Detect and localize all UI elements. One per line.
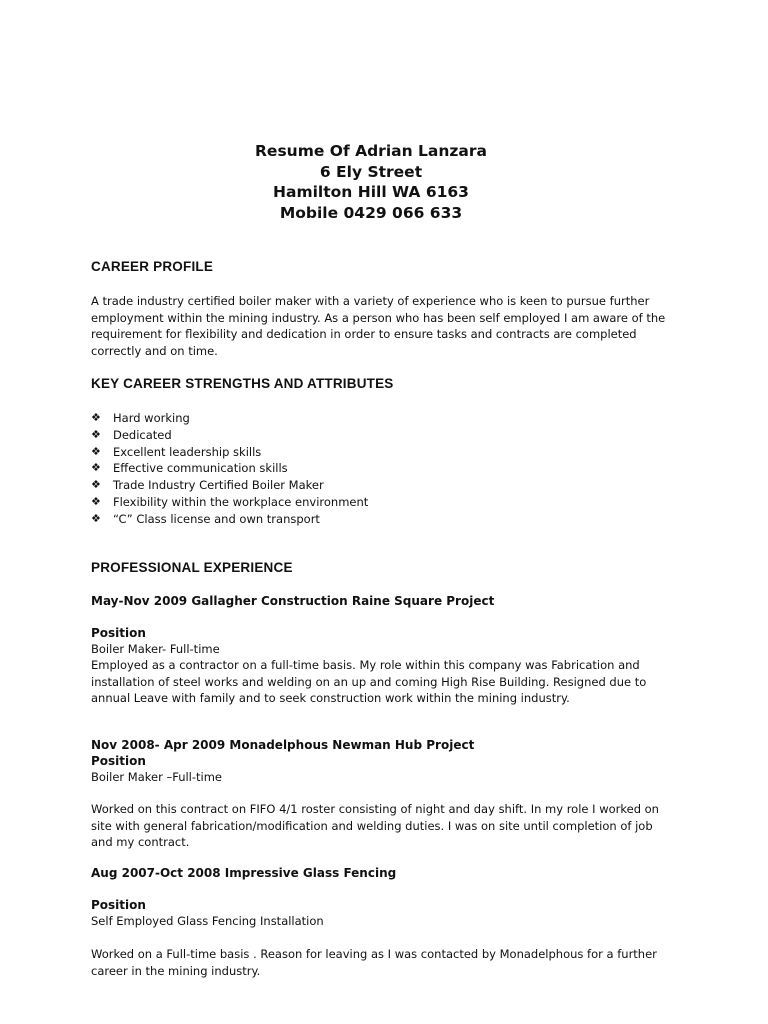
- career-profile-heading: CAREER PROFILE: [91, 259, 214, 274]
- job-description: Worked on a Full-time basis . Reason for leaving as I was contacted by Monadelphous for a further career in the mining industry.: [91, 947, 657, 978]
- job-description: Employed as a contractor on a full-time basis. My role within this company was Fabrication and installation of steel works and welding on an up and coming High Rise Building. Resigned due to annual Leave with family and to seek construction work within the mining industry.: [91, 658, 647, 705]
- diamond-bullet-icon: ❖: [91, 478, 101, 492]
- experience-heading: PROFESSIONAL EXPERIENCE: [91, 560, 293, 575]
- diamond-bullet-icon: ❖: [91, 461, 101, 475]
- list-item: ❖ Effective communication skills: [91, 461, 288, 476]
- diamond-bullet-icon: ❖: [91, 511, 101, 525]
- strengths-heading: KEY CAREER STRENGTHS AND ATTRIBUTES: [91, 376, 394, 391]
- diamond-bullet-icon: ❖: [91, 444, 101, 458]
- job-heading: Nov 2008- Apr 2009 Monadelphous Newman Hub Project: [91, 738, 475, 752]
- job-heading: Aug 2007-Oct 2008 Impressive Glass Fencing: [91, 866, 397, 880]
- position-value: Boiler Maker –Full-time: [91, 770, 222, 784]
- list-item: ❖ Hard working: [91, 411, 190, 425]
- diamond-bullet-icon: ❖: [91, 427, 101, 441]
- resume-header: [0, 141, 742, 223]
- mobile-number: Mobile 0429 066 633: [279, 203, 463, 222]
- list-item: ❖ “C” Class license and own transport: [91, 511, 320, 526]
- diamond-bullet-icon: ❖: [91, 411, 101, 424]
- career-profile-text: A trade industry certified boiler maker with a variety of experience who is keen to pursue further employment within the mining industry. As a person who has been self employed I am aware of the requirement for flexibility and dedication in order to ensure tasks and contracts are completed correctly and on time.: [91, 294, 666, 358]
- list-item: ❖ Trade Industry Certified Boiler Maker: [91, 478, 324, 493]
- job-description: Worked on this contract on FIFO 4/1 roster consisting of night and day shift. In my role I worked on site with general fabrication/modification and welding duties. I was on site until completion of job and my contract.: [91, 802, 659, 849]
- resume-title: Resume Of Adrian Lanzara: [255, 142, 487, 160]
- diamond-bullet-icon: ❖: [91, 494, 101, 508]
- address-suburb: Hamilton Hill WA 6163: [273, 183, 469, 201]
- list-item: ❖ Flexibility within the workplace environment: [91, 494, 369, 509]
- position-value: Boiler Maker- Full-time: [91, 642, 220, 656]
- position-value: Self Employed Glass Fencing Installation: [91, 914, 324, 928]
- position-label: Position: [91, 754, 146, 768]
- list-item: ❖ Excellent leadership skills: [91, 444, 262, 459]
- position-label: Position: [91, 898, 146, 912]
- job-heading: May-Nov 2009 Gallagher Construction Raine Square Project: [91, 594, 495, 608]
- strengths-list: [91, 410, 368, 528]
- address-street: 6 Ely Street: [319, 162, 423, 181]
- position-label: Position: [91, 626, 146, 640]
- list-item: ❖ Dedicated: [91, 427, 172, 442]
